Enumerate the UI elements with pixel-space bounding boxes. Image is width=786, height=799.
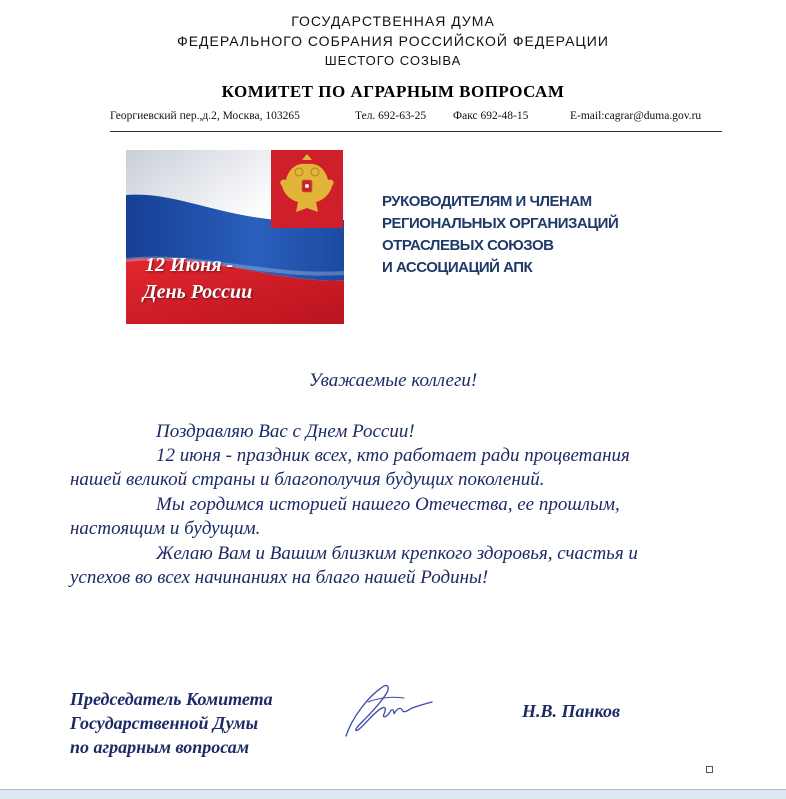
- signer-title: по аграрным вопросам: [70, 737, 250, 757]
- recipient-line: И АССОЦИАЦИЙ АПК: [382, 259, 533, 276]
- signer-title: Государственной Думы: [70, 713, 259, 733]
- email: E-mail:cagrar@duma.gov.ru: [570, 110, 702, 122]
- letterhead-line-convocation: ШЕСТОГО СОЗЫВА: [324, 53, 462, 68]
- address: Георгиевский пер.,д.2, Москва, 103265: [110, 110, 300, 122]
- handwritten-signature-icon: [338, 678, 438, 744]
- committee-title: КОМИТЕТ ПО АГРАРНЫМ ВОПРОСАМ: [221, 82, 565, 101]
- letter-paragraph: 12 июня - праздник всех, кто работает ради процветания: [156, 445, 630, 466]
- phone: Тел. 692-63-25: [355, 110, 427, 122]
- header-divider: [110, 131, 722, 132]
- recipient-line: ОТРАСЛЕВЫХ СОЮЗОВ: [382, 237, 554, 254]
- signer-name: Н.В. Панков: [522, 701, 620, 721]
- letter-paragraph-continuation: настоящим и будущим.: [70, 518, 261, 539]
- recipient-block: [382, 191, 618, 279]
- coat-of-arms-icon: [271, 150, 343, 228]
- signer-title: Председатель Комитета: [70, 689, 273, 709]
- fax: Факс 692-48-15: [453, 110, 529, 122]
- letterhead-line-federal-assembly: ФЕДЕРАЛЬНОГО СОБРАНИЯ РОССИЙСКОЙ ФЕДЕРАЦИИ: [177, 33, 609, 49]
- letter-paragraph: Мы гордимся историей нашего Отечества, ее прошлым,: [156, 494, 620, 515]
- letter-paragraph-continuation: нашей великой страны и благополучия будущих поколений.: [70, 469, 545, 490]
- banner-holiday-text: День России: [143, 281, 253, 303]
- banner-date-text: 12 Июня -: [145, 254, 234, 276]
- page-marker: [706, 766, 713, 773]
- russia-day-banner: [126, 150, 344, 324]
- recipient-line: РЕГИОНАЛЬНЫХ ОРГАНИЗАЦИЙ: [382, 215, 619, 232]
- letter-greeting: Уважаемые коллеги!: [308, 370, 478, 391]
- letter-paragraph-continuation: успехов во всех начинаниях на благо нашей Родины!: [70, 567, 489, 588]
- letter-paragraph: Желаю Вам и Вашим близким крепкого здоровья, счастья и: [156, 543, 638, 564]
- letterhead-line-duma: ГОСУДАРСТВЕННАЯ ДУМА: [291, 13, 495, 29]
- letter-paragraph: Поздравляю Вас с Днем России!: [156, 421, 415, 442]
- recipient-line: РУКОВОДИТЕЛЯМ И ЧЛЕНАМ: [382, 193, 592, 210]
